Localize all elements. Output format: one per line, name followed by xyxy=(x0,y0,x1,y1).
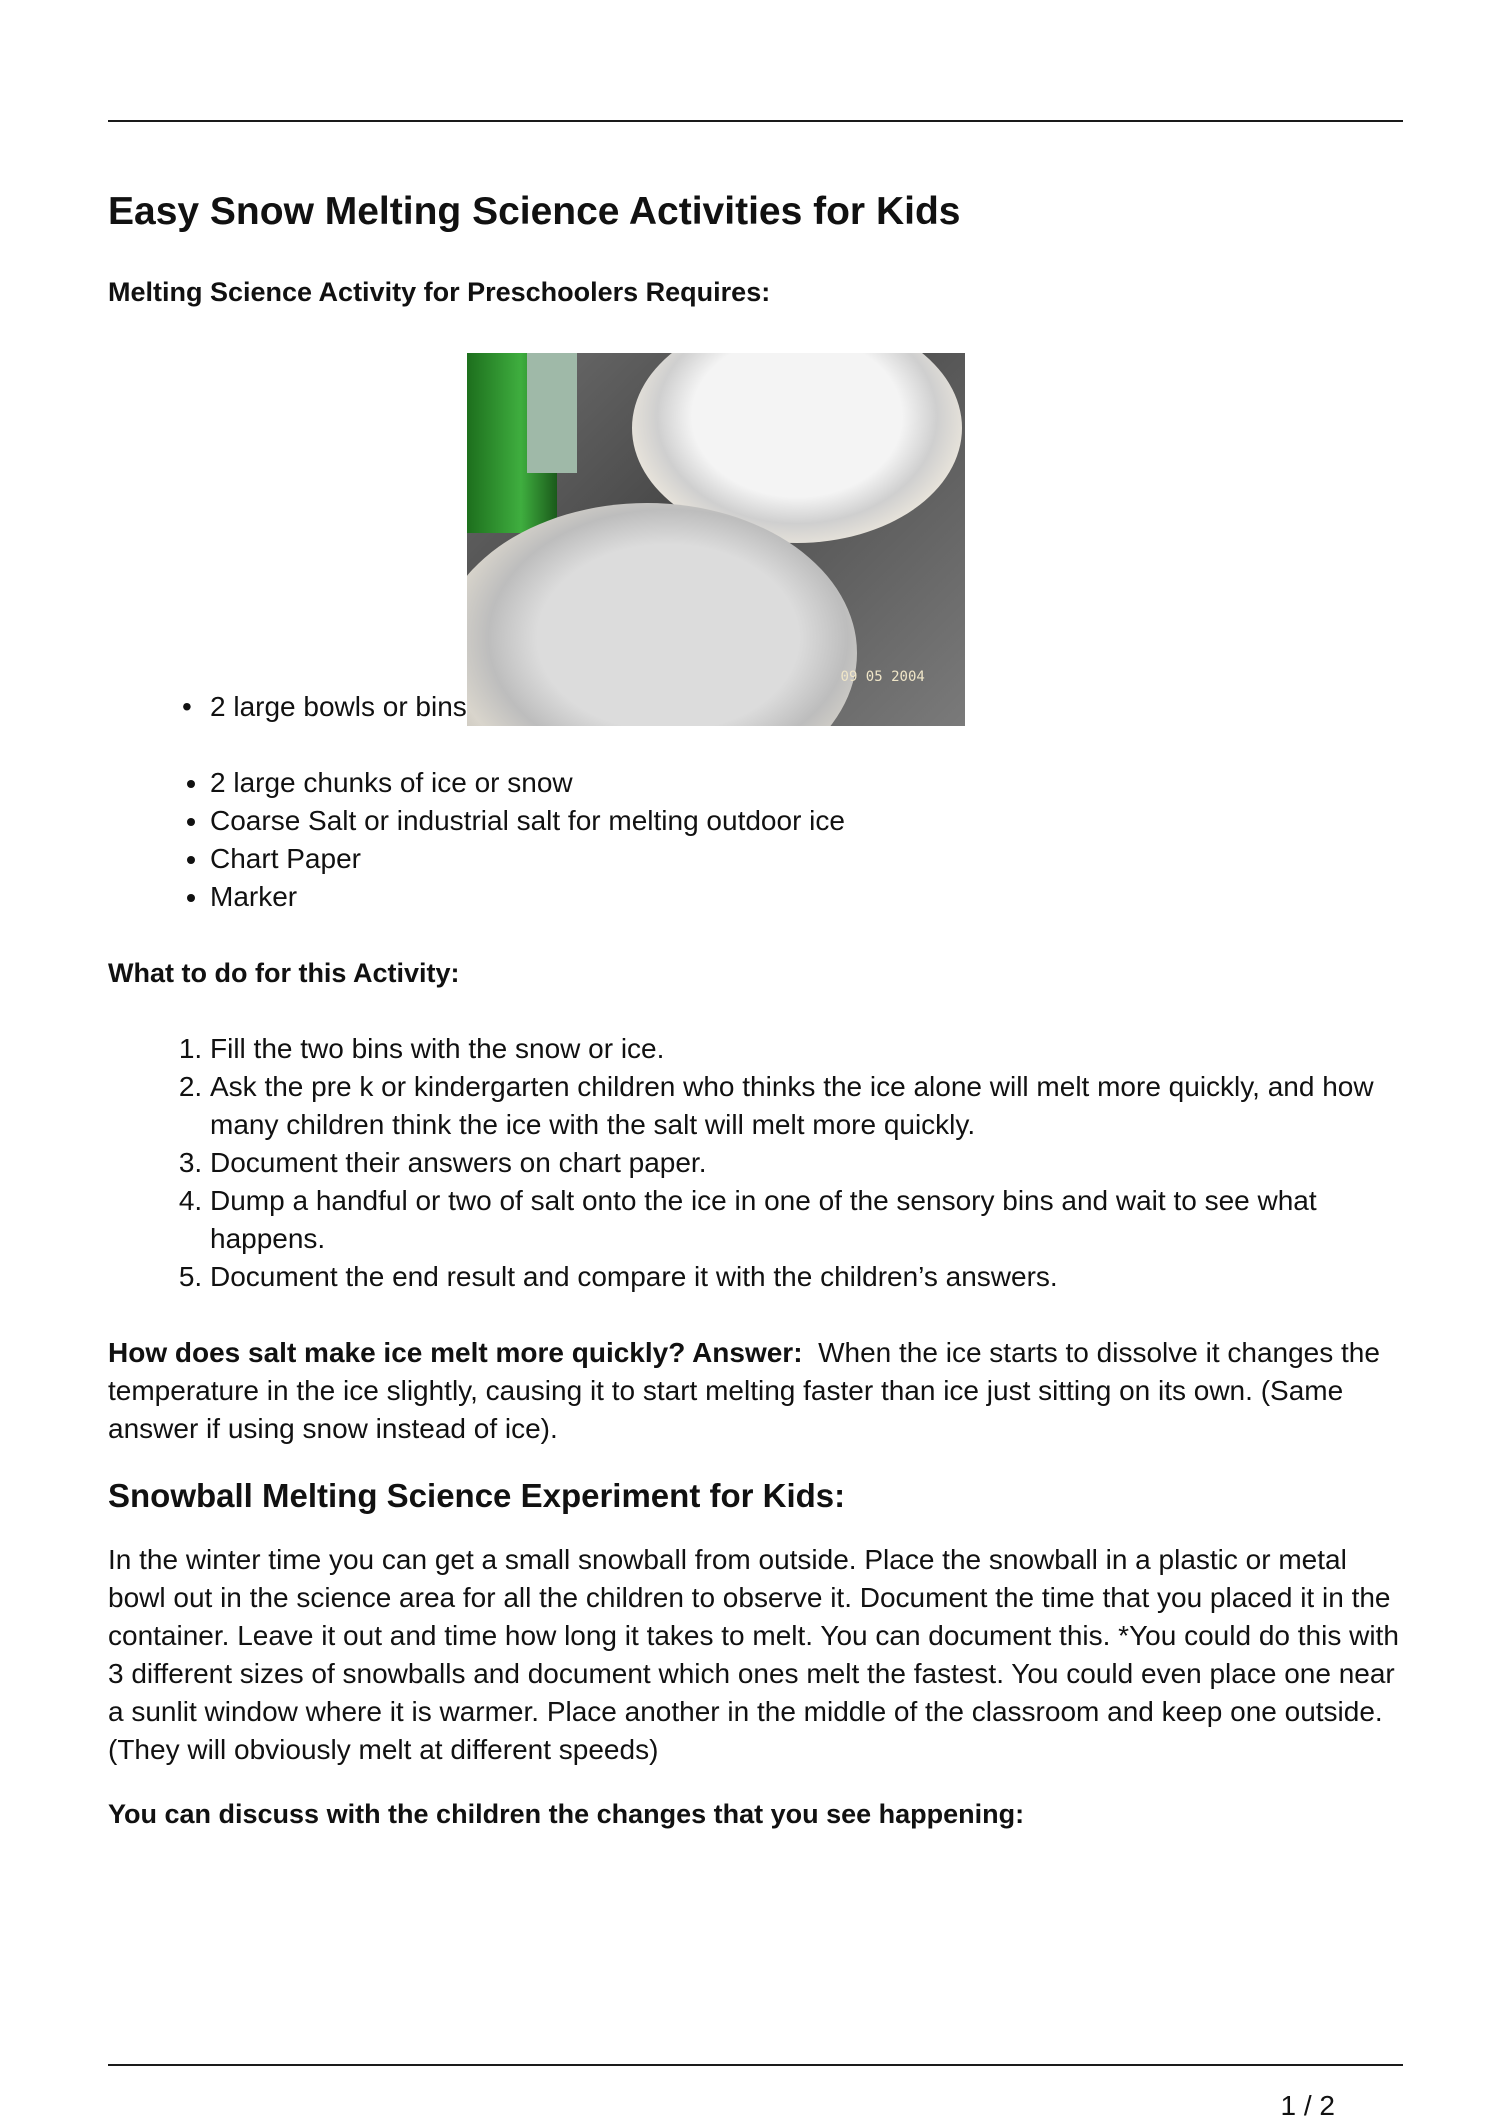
section2-heading: Snowball Melting Science Experiment for Kids: xyxy=(108,1476,846,1514)
footer-rule xyxy=(108,2064,1403,2066)
list-item: 4. Dump a handful or two of salt onto the ice in one of the sensory bins and wait to see what happens. xyxy=(210,1182,1403,1258)
snow-bowls-photo-icon xyxy=(467,353,965,726)
list-item: • Chart Paper xyxy=(210,840,1403,878)
list-item: 2. Ask the pre k or kindergarten children who thinks the ice alone will melt more quickly, and how many children think the ice with the salt will melt more quickly. xyxy=(210,1068,1403,1144)
section2-body: In the winter time you can get a small snowball from outside. Place the snowball in a plastic or metal bowl out in the science area for all the children to observe it. Document the time that you placed it in the container. Leave it out and time how long it takes to melt. You can document this. *You could do this with 3 different sizes of snowballs and document which ones melt the fastest. You could even place one near a sunlit window where it is warmer. Place another in the middle of the classroom and keep one outside. (They will obviously melt at different speeds) xyxy=(108,1544,1399,1766)
page-number: 1 / 2 xyxy=(1280,2090,1335,2121)
qa-question: How does salt make ice melt more quickly? Answer: xyxy=(108,1336,803,1368)
list-item-label: 2 large bowls or bins xyxy=(210,690,467,722)
list-item: • 2 large chunks of ice or snow xyxy=(210,764,1403,802)
qa-answer: When the ice starts to dissolve it changes the temperature in the ice slightly, causing it to start melting faster than ice just sitting on its own. (Same answer if using snow instead of ice). xyxy=(108,1336,1380,1444)
list-item: 3. Document their answers on chart paper. xyxy=(210,1144,1403,1182)
requires-heading: Melting Science Activity for Preschoolers Requires: xyxy=(108,276,771,307)
materials-list xyxy=(108,353,1403,916)
steps-list xyxy=(108,1030,1403,1296)
list-item: • Marker xyxy=(210,878,1403,916)
header-rule xyxy=(108,120,1403,122)
photo-date-stamp: 09 05 2004 xyxy=(840,668,925,685)
list-item: • Coarse Salt or industrial salt for melting outdoor ice xyxy=(210,802,1403,840)
discuss-heading: You can discuss with the children the changes that you see happening: xyxy=(108,1799,1025,1830)
list-item: 5. Document the end result and compare it with the children’s answers. xyxy=(210,1258,1403,1296)
list-item: 1. Fill the two bins with the snow or ice. xyxy=(210,1030,1403,1068)
list-item: • 2 large bowls or bins 09 05 2004 xyxy=(210,353,1403,726)
steps-heading: What to do for this Activity: xyxy=(108,957,460,988)
document-body xyxy=(108,190,1403,1833)
qa-paragraph xyxy=(108,1334,1403,1448)
page-title: Easy Snow Melting Science Activities for Kids xyxy=(108,190,961,233)
